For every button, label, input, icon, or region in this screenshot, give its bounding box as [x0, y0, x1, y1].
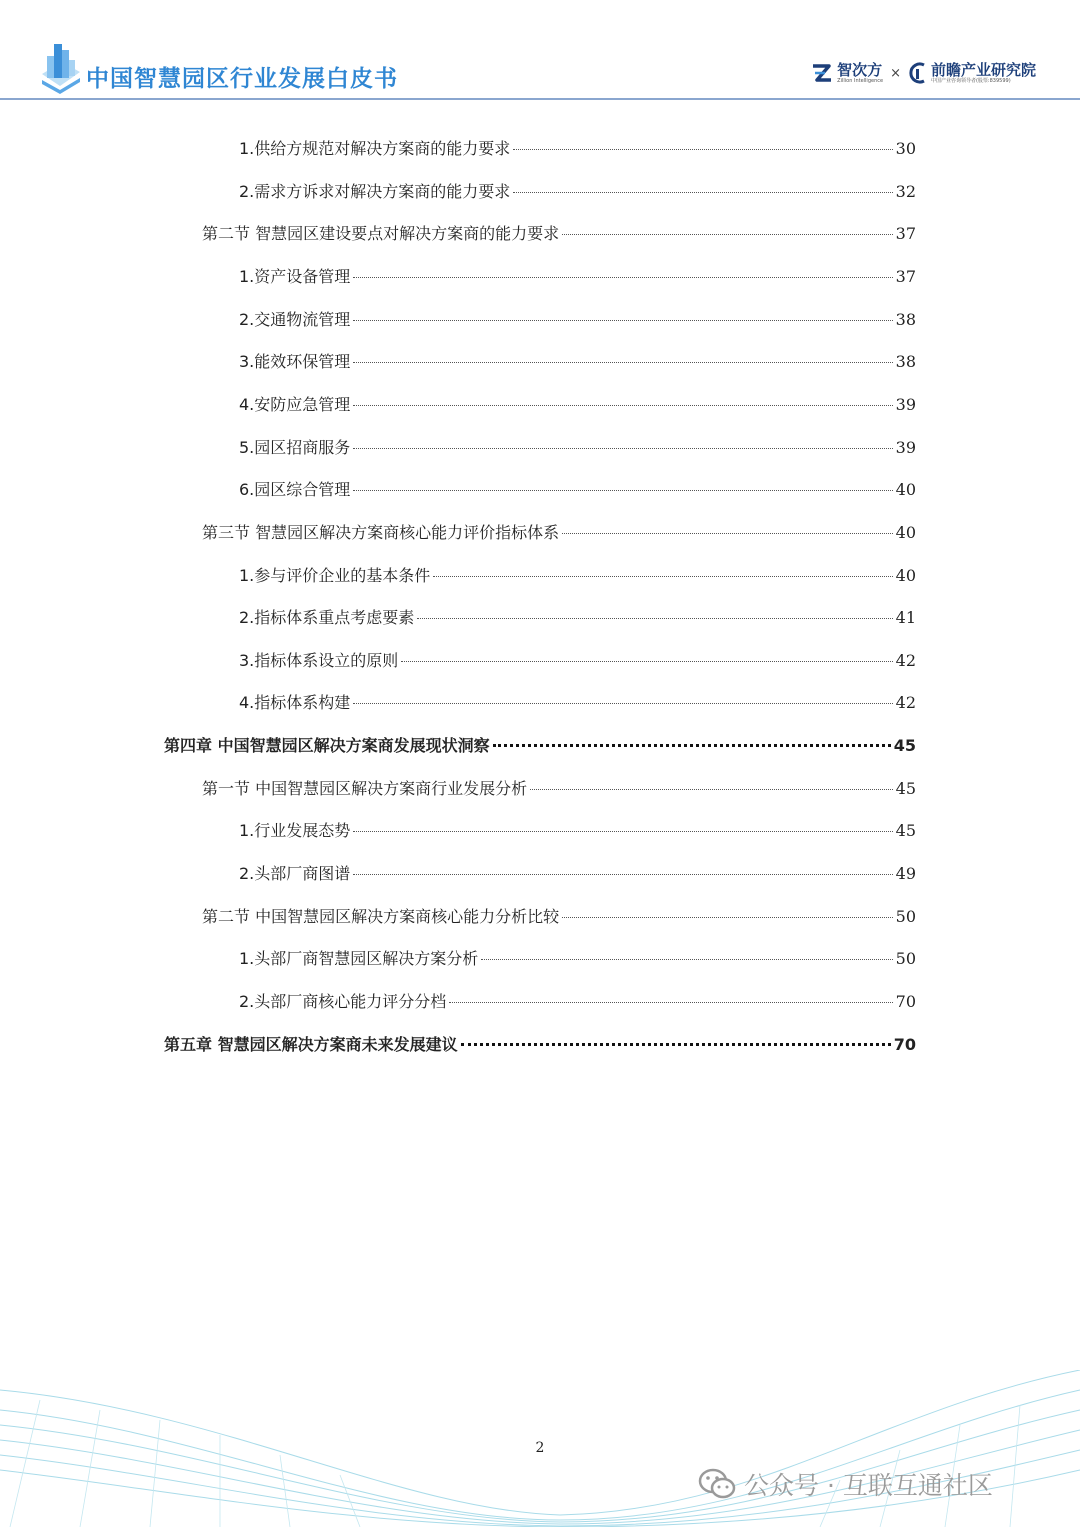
toc-subsection-entry[interactable]	[239, 648, 916, 674]
toc-subsection-entry[interactable]	[239, 861, 916, 887]
header-divider	[0, 98, 1080, 100]
brand2-name: 前瞻产业研究院	[930, 61, 1036, 79]
brand-zhicifang	[837, 62, 883, 84]
building-logo-icon	[40, 40, 82, 96]
toc-subsection-entry[interactable]	[239, 989, 916, 1015]
toc-dot-leader	[513, 192, 892, 193]
toc-page-number: 37	[895, 224, 916, 243]
toc-page-number: 45	[895, 779, 916, 798]
toc-dot-leader	[513, 149, 892, 150]
toc-dot-leader	[530, 789, 893, 790]
toc-entry-title: 2.头部厂商核心能力评分分档	[239, 992, 447, 1011]
toc-page-number: 42	[895, 651, 916, 670]
toc-entry-title: 2.需求方诉求对解决方案商的能力要求	[239, 182, 511, 201]
toc-entry-title: 1.参与评价企业的基本条件	[239, 566, 431, 585]
toc-entry-title: 2.指标体系重点考虑要素	[239, 608, 415, 627]
toc-page-number: 40	[895, 566, 916, 585]
toc-page-number: 39	[895, 438, 916, 457]
page-header	[0, 0, 1080, 100]
toc-entry-title: 1.行业发展态势	[239, 821, 351, 840]
toc-subsection-entry[interactable]	[239, 605, 916, 631]
toc-page-number: 70	[893, 1035, 916, 1054]
toc-entry-title: 1.供给方规范对解决方案商的能力要求	[239, 139, 511, 158]
toc-page-number: 45	[893, 736, 916, 755]
toc-page-number: 41	[895, 608, 916, 627]
toc-dot-leader	[481, 959, 892, 960]
toc-page-number: 40	[895, 523, 916, 542]
qianzhan-logo-icon	[908, 62, 928, 84]
toc-entry-title: 4.安防应急管理	[239, 395, 351, 414]
toc-subsection-entry[interactable]	[239, 392, 916, 418]
toc-dot-leader	[562, 917, 893, 918]
toc-dot-leader	[461, 1043, 891, 1046]
toc-dot-leader	[353, 490, 892, 491]
toc-page-number: 30	[895, 139, 916, 158]
toc-entry-title: 第三节 智慧园区解决方案商核心能力评价指标体系	[202, 523, 560, 542]
toc-page-number: 50	[895, 907, 916, 926]
toc-dot-leader	[562, 234, 893, 235]
toc-dot-leader	[353, 703, 892, 704]
toc-dot-leader	[353, 831, 892, 832]
toc-entry-title: 5.园区招商服务	[239, 438, 351, 457]
brand-separator: ×	[890, 65, 901, 81]
wechat-icon	[698, 1468, 736, 1500]
toc-entry-title: 第一节 中国智慧园区解决方案商行业发展分析	[202, 779, 528, 798]
toc-entry-title: 2.头部厂商图谱	[239, 864, 351, 883]
toc-subsection-entry[interactable]	[239, 690, 916, 716]
toc-dot-leader	[353, 874, 892, 875]
zhicifang-logo-icon	[811, 62, 833, 84]
toc-dot-leader	[449, 1002, 892, 1003]
toc-page-number: 42	[895, 693, 916, 712]
toc-section-entry[interactable]	[202, 221, 916, 247]
toc-entry-title: 第四章 中国智慧园区解决方案商发展现状洞察	[164, 736, 490, 755]
brand1-name: 智次方	[837, 61, 883, 79]
toc-page-number: 38	[895, 352, 916, 371]
page-number: 2	[535, 1440, 545, 1456]
toc-subsection-entry[interactable]	[239, 349, 916, 375]
brand-logos	[811, 58, 1036, 88]
toc-page-number: 45	[895, 821, 916, 840]
toc-subsection-entry[interactable]	[239, 435, 916, 461]
brand-qianzhan	[931, 62, 1036, 84]
toc-entry-title: 1.资产设备管理	[239, 267, 351, 286]
toc-dot-leader	[562, 533, 893, 534]
toc-entry-title: 4.指标体系构建	[239, 693, 351, 712]
wechat-watermark	[698, 1466, 993, 1502]
toc-page-number: 38	[895, 310, 916, 329]
toc-page-number: 49	[895, 864, 916, 883]
toc-dot-leader	[401, 661, 892, 662]
toc-chapter-entry[interactable]	[164, 733, 916, 759]
toc-entry-title: 3.指标体系设立的原则	[239, 651, 399, 670]
toc-subsection-entry[interactable]	[239, 179, 916, 205]
toc-subsection-entry[interactable]	[239, 136, 916, 162]
toc-page-number: 50	[895, 949, 916, 968]
toc-entry-title: 2.交通物流管理	[239, 310, 351, 329]
toc-subsection-entry[interactable]	[239, 818, 916, 844]
toc-entry-title: 1.头部厂商智慧园区解决方案分析	[239, 949, 479, 968]
toc-entry-title: 第二节 智慧园区建设要点对解决方案商的能力要求	[202, 224, 560, 243]
toc-entry-title: 3.能效环保管理	[239, 352, 351, 371]
toc-entry-title: 6.园区综合管理	[239, 480, 351, 499]
toc-page-number: 32	[895, 182, 916, 201]
toc-dot-leader	[353, 405, 892, 406]
toc-entry-title: 第二节 中国智慧园区解决方案商核心能力分析比较	[202, 907, 560, 926]
toc-dot-leader	[493, 744, 891, 747]
toc-dot-leader	[433, 576, 892, 577]
toc-page-number: 40	[895, 480, 916, 499]
toc-dot-leader	[353, 448, 892, 449]
toc-section-entry[interactable]	[202, 520, 916, 546]
toc-dot-leader	[353, 362, 892, 363]
toc-page-number: 39	[895, 395, 916, 414]
brand2-sub: 中国产业咨询领导者(股票:839599)	[930, 78, 1011, 84]
toc-page-number: 37	[895, 267, 916, 286]
toc-dot-leader	[417, 618, 892, 619]
toc-dot-leader	[353, 320, 892, 321]
toc-section-entry[interactable]	[202, 904, 916, 930]
toc-subsection-entry[interactable]	[239, 946, 916, 972]
toc-subsection-entry[interactable]	[239, 264, 916, 290]
toc-dot-leader	[353, 277, 892, 278]
toc-subsection-entry[interactable]	[239, 477, 916, 503]
brand1-sub: Zillion Intelligence	[837, 78, 884, 84]
watermark-text: 公众号 · 互联互通社区	[744, 1471, 993, 1500]
toc-subsection-entry[interactable]	[239, 563, 916, 589]
toc-chapter-entry[interactable]	[164, 1032, 916, 1058]
toc-section-entry[interactable]	[202, 776, 916, 802]
toc-subsection-entry[interactable]	[239, 307, 916, 333]
toc-page-number: 70	[895, 992, 916, 1011]
document-title: 中国智慧园区行业发展白皮书	[86, 66, 398, 92]
toc-entry-title: 第五章 智慧园区解决方案商未来发展建议	[164, 1035, 458, 1054]
